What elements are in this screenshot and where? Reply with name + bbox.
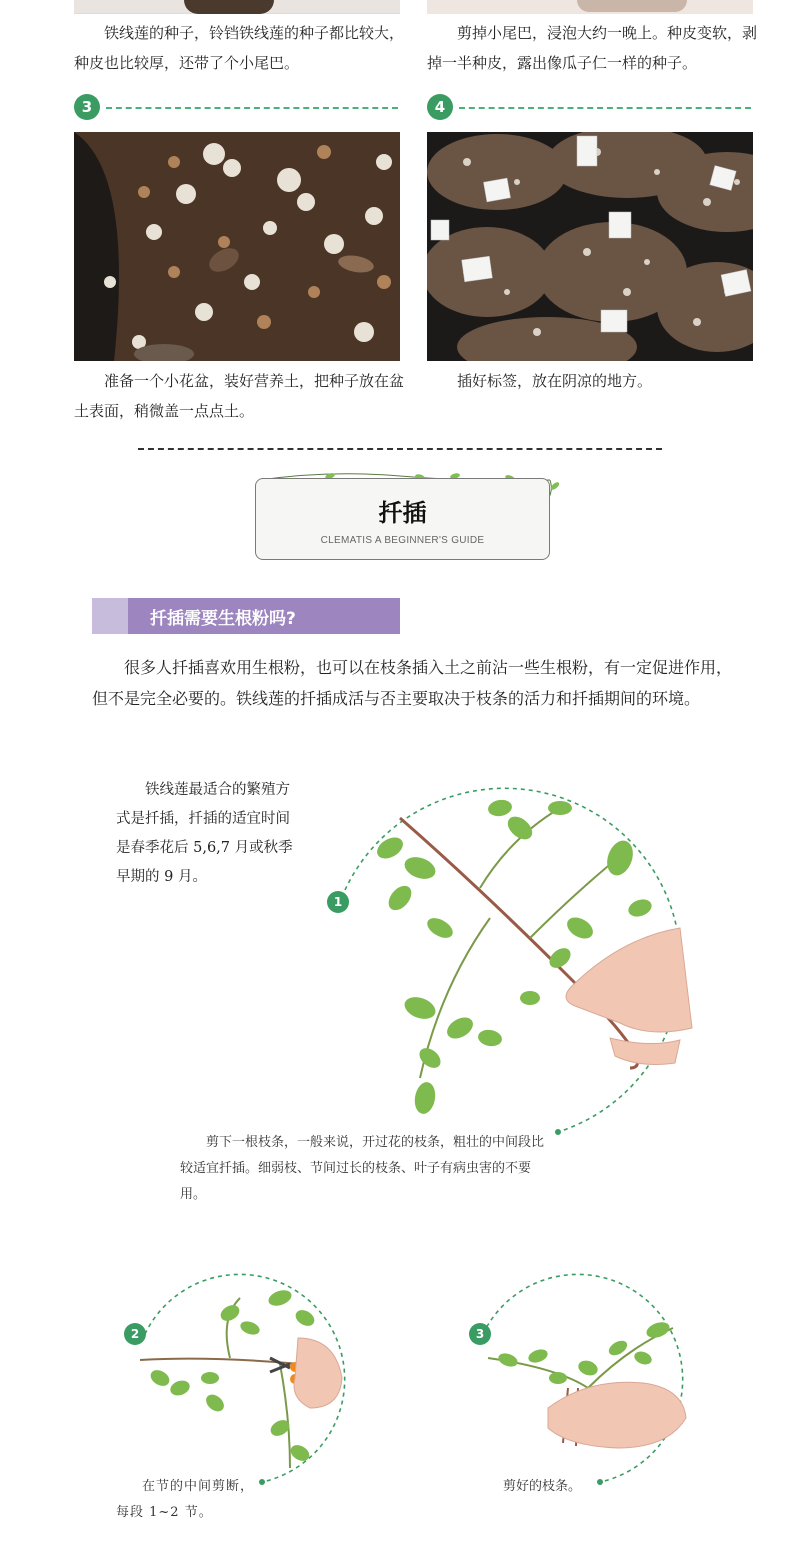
question-heading-bar xyxy=(92,598,400,634)
caption-step-4: 插好标签，放在阴凉的地方。 xyxy=(457,372,653,390)
seed-on-soil-photo xyxy=(74,132,400,361)
step-4-dashed-line xyxy=(459,107,751,109)
section-subtitle: CLEMATIS A BEGINNER'S GUIDE xyxy=(320,535,485,546)
section-separator xyxy=(138,448,662,450)
caption-soak: 剪掉小尾巴，浸泡大约一晚上。种皮变软，剥掉一半种皮，露出像瓜子仁一样的种子。 xyxy=(427,24,758,72)
cutting-step-3-caption: 剪好的枝条。 xyxy=(503,1479,582,1494)
caption-seed: 铁线莲的种子，铃铛铁线莲的种子都比较大，种皮也比较厚，还带了个小尾巴。 xyxy=(74,24,405,72)
cutting-step-3-badge: 3 xyxy=(469,1323,491,1345)
labeled-pots-photo xyxy=(427,132,753,361)
seed-photo-top xyxy=(74,0,400,14)
cutting-scissors-illustration xyxy=(130,1268,350,1488)
cutting-step-2-badge: 2 xyxy=(124,1323,146,1345)
section-title-card xyxy=(255,478,550,560)
question-bar-accent xyxy=(92,598,128,634)
cutting-step-2-caption: 在节的中间剪断，每段 1~2 节。 xyxy=(116,1479,255,1520)
rooting-powder-paragraph: 很多人扦插喜欢用生根粉，也可以在枝条插入土之前沾一些生根粉，有一定促进作用，但不是完全必要的。铁线莲的扦插成活与否主要取决于枝条的活力和扦插期间的环境。 xyxy=(92,658,733,708)
cutting-branch-illustration xyxy=(330,778,700,1148)
step-4-badge: 4 xyxy=(427,94,453,120)
cutting-step-1-caption: 剪下一根枝条，一般来说，开过花的枝条，粗壮的中间段比较适宜扦插。细弱枝、节间过长的枝条、叶子有病虫害的不要用。 xyxy=(180,1135,545,1202)
cutting-step-1-badge: 1 xyxy=(327,891,349,913)
soaked-seed-photo-top xyxy=(427,0,753,14)
question-heading: 扦插需要生根粉吗? xyxy=(150,609,296,629)
caption-step-3: 准备一个小花盆，装好营养土，把种子放在盆土表面，稍微盖一点点土。 xyxy=(74,372,405,420)
step-3-badge: 3 xyxy=(74,94,100,120)
step-3-dashed-line xyxy=(106,107,398,109)
section-title: 扦插 xyxy=(378,499,427,527)
propagation-intro: 铁线莲最适合的繁殖方式是扦插，扦插的适宜时间是春季花后 5,6,7 月或秋季早期的 9 月。 xyxy=(116,782,293,885)
cut-cuttings-illustration xyxy=(468,1268,688,1488)
